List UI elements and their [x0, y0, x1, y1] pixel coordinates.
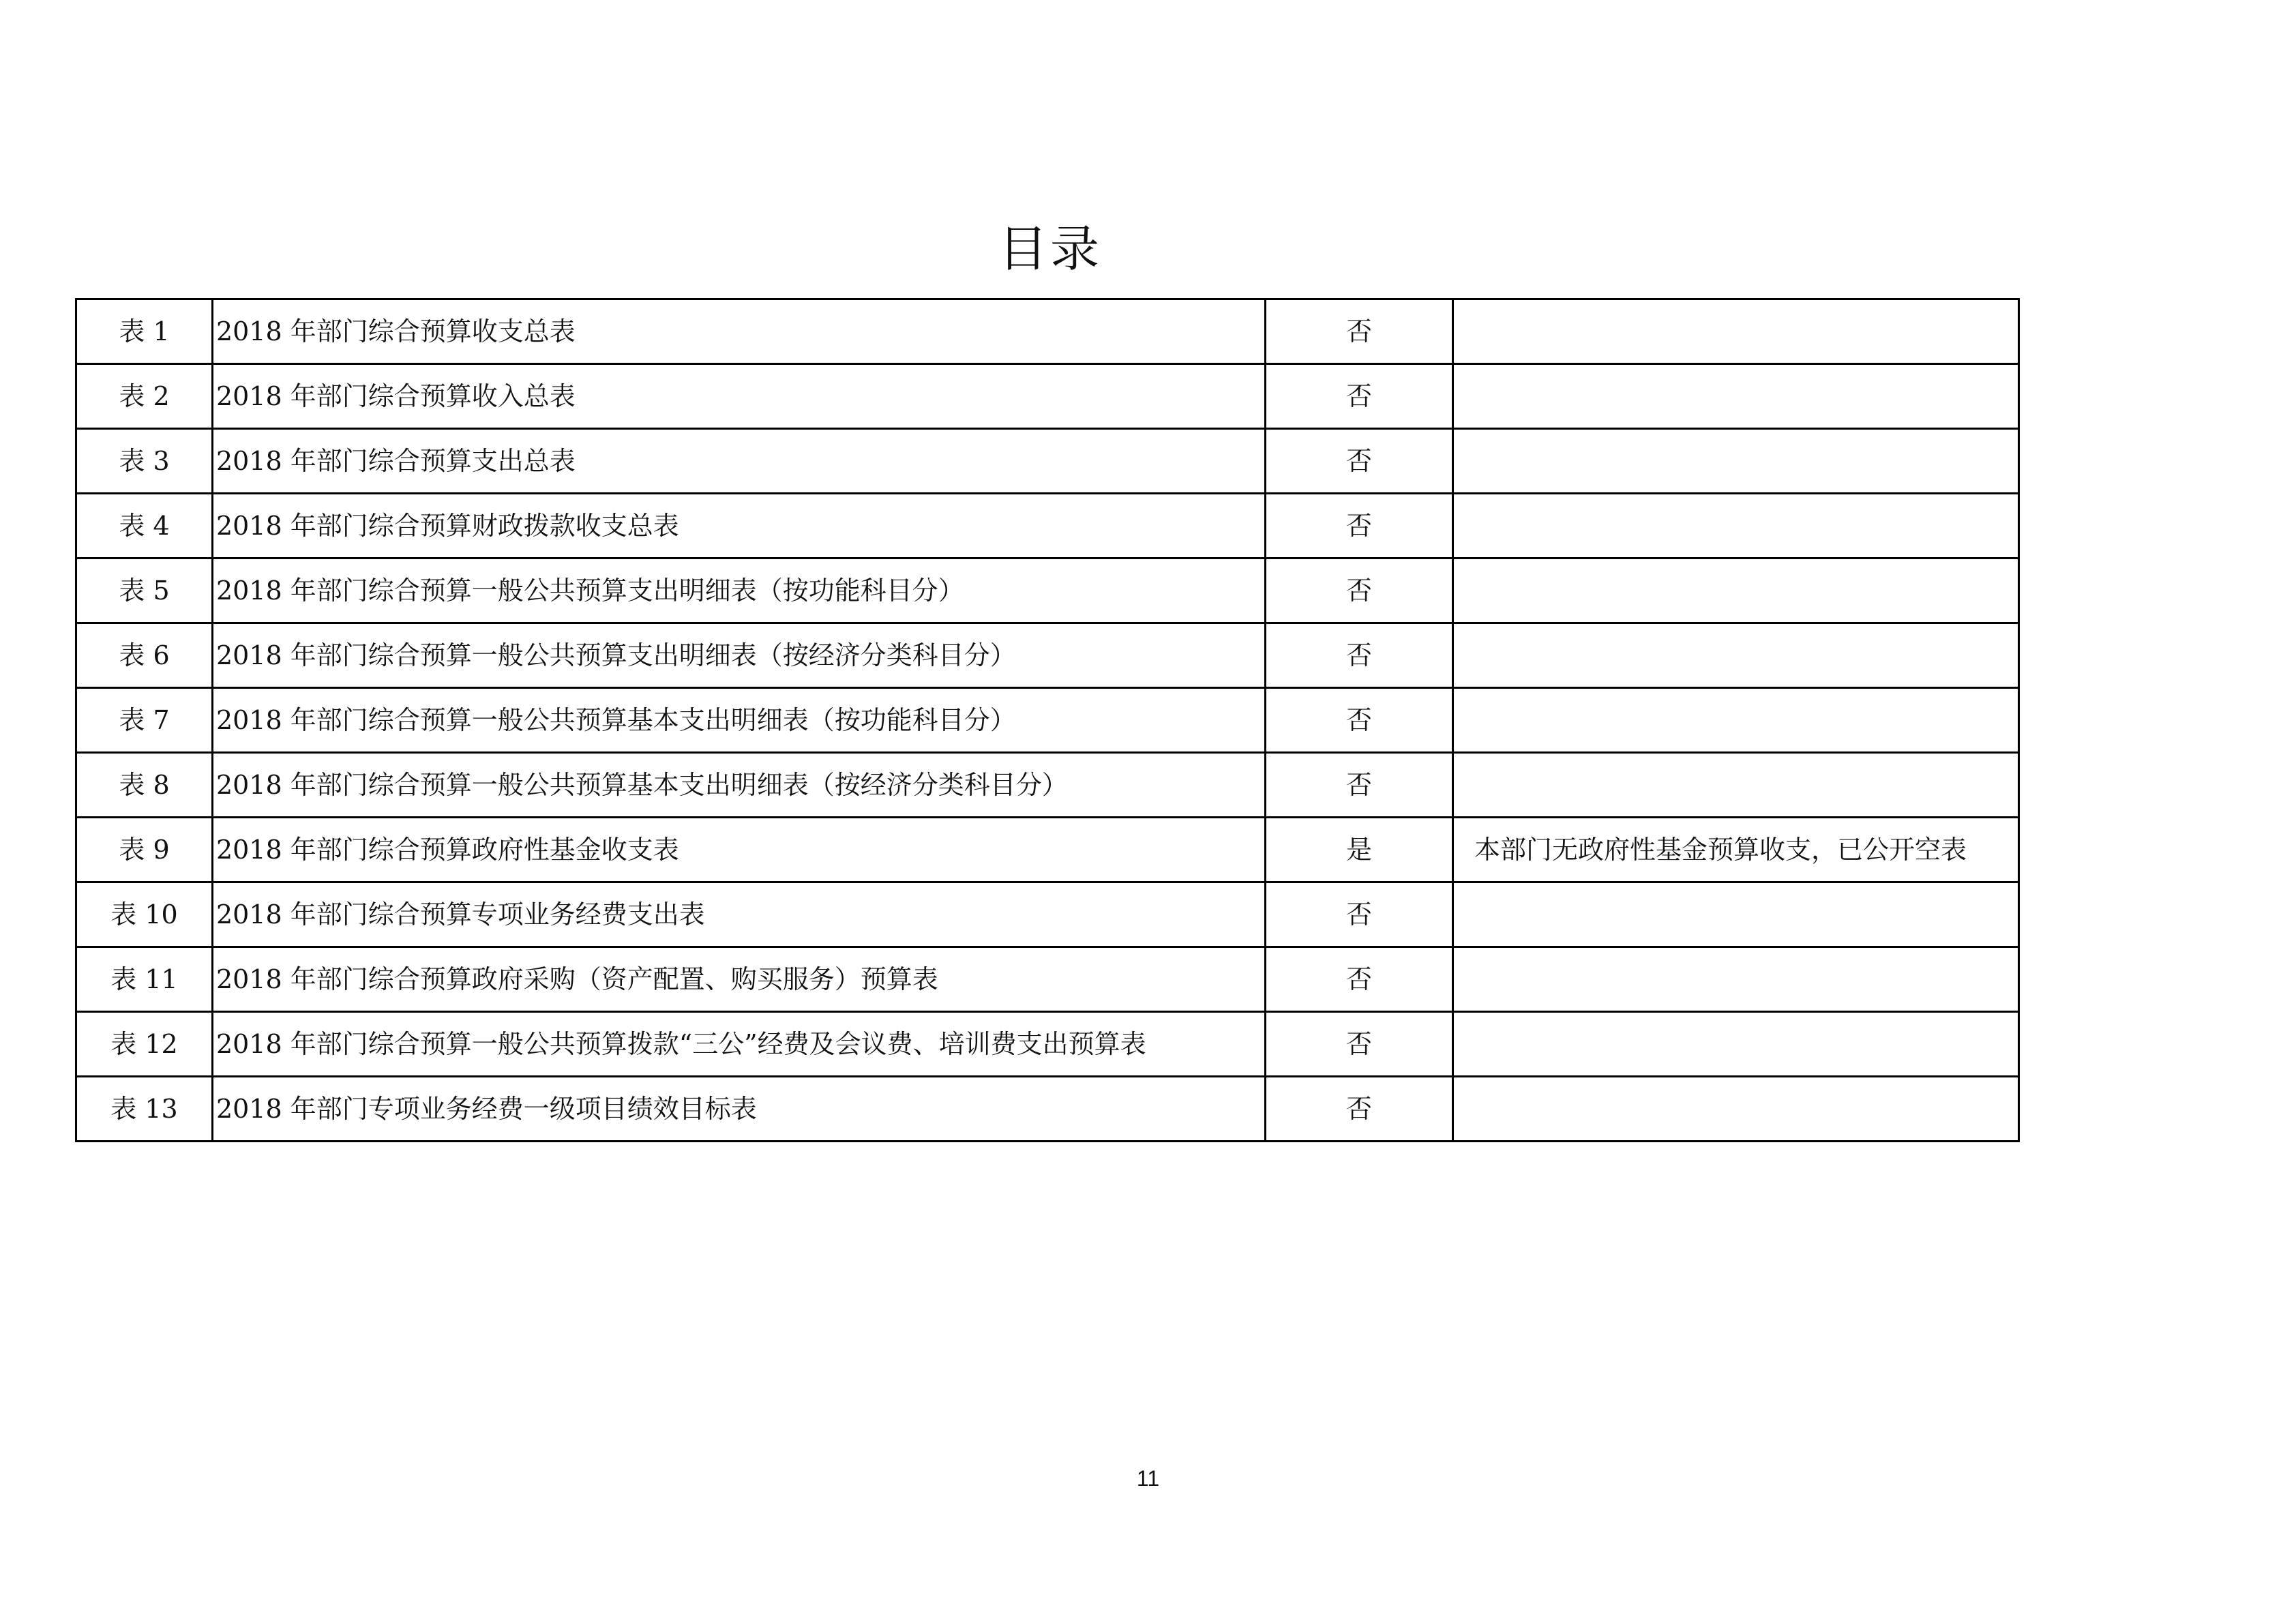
empty-table-flag: 否	[1266, 429, 1453, 494]
page-title: 目录	[998, 220, 1102, 278]
note	[1453, 882, 2019, 947]
table-row	[76, 753, 2019, 818]
table-name: 2018 年部门综合预算专项业务经费支出表	[213, 882, 1266, 947]
table-name: 2018 年部门综合预算政府采购（资产配置、购买服务）预算表	[213, 947, 1266, 1012]
toc-table	[75, 298, 2020, 1142]
table-number: 表 2	[76, 364, 213, 429]
table-name: 2018 年部门综合预算政府性基金收支表	[213, 818, 1266, 882]
note	[1453, 947, 2019, 1012]
empty-table-flag: 否	[1266, 753, 1453, 818]
table-number: 表 11	[76, 947, 213, 1012]
table-number: 表 7	[76, 688, 213, 753]
table-number: 表 13	[76, 1077, 213, 1142]
empty-table-flag: 否	[1266, 1077, 1453, 1142]
table-number: 表 3	[76, 429, 213, 494]
empty-table-flag: 否	[1266, 688, 1453, 753]
table-name: 2018 年部门综合预算一般公共预算基本支出明细表（按经济分类科目分）	[213, 753, 1266, 818]
table-number: 表 10	[76, 882, 213, 947]
empty-table-flag: 否	[1266, 494, 1453, 559]
table-name: 2018 年部门综合预算一般公共预算拨款“三公”经费及会议费、培训费支出预算表	[213, 1012, 1266, 1077]
table-number: 表 1	[76, 299, 213, 364]
table-name: 2018 年部门综合预算支出总表	[213, 429, 1266, 494]
table-row	[76, 494, 2019, 559]
empty-table-flag: 否	[1266, 882, 1453, 947]
table-row	[76, 1012, 2019, 1077]
table-number: 表 4	[76, 494, 213, 559]
table-number: 表 8	[76, 753, 213, 818]
table-name: 2018 年部门综合预算财政拨款收支总表	[213, 494, 1266, 559]
note	[1453, 299, 2019, 364]
empty-table-flag: 否	[1266, 1012, 1453, 1077]
note	[1453, 429, 2019, 494]
note	[1453, 623, 2019, 688]
table-row	[76, 1077, 2019, 1142]
table-name: 2018 年部门综合预算一般公共预算基本支出明细表（按功能科目分）	[213, 688, 1266, 753]
note	[1453, 688, 2019, 753]
table-name: 2018 年部门综合预算一般公共预算支出明细表（按功能科目分）	[213, 559, 1266, 623]
table-number: 表 12	[76, 1012, 213, 1077]
table-row	[76, 623, 2019, 688]
table-name: 2018 年部门综合预算一般公共预算支出明细表（按经济分类科目分）	[213, 623, 1266, 688]
table-row	[76, 299, 2019, 364]
empty-table-flag: 否	[1266, 299, 1453, 364]
note	[1453, 1012, 2019, 1077]
note: 本部门无政府性基金预算收支，已公开空表	[1453, 818, 2019, 882]
empty-table-flag: 否	[1266, 947, 1453, 1012]
note	[1453, 753, 2019, 818]
table-row	[76, 818, 2019, 882]
table-row	[76, 947, 2019, 1012]
note	[1453, 364, 2019, 429]
note	[1453, 1077, 2019, 1142]
empty-table-flag: 否	[1266, 559, 1453, 623]
table-number: 表 9	[76, 818, 213, 882]
table-name: 2018 年部门综合预算收支总表	[213, 299, 1266, 364]
table-row	[76, 364, 2019, 429]
empty-table-flag: 是	[1266, 818, 1453, 882]
table-row	[76, 688, 2019, 753]
page-number: 11	[1136, 1466, 1160, 1491]
note	[1453, 494, 2019, 559]
table-row	[76, 559, 2019, 623]
empty-table-flag: 否	[1266, 364, 1453, 429]
note	[1453, 559, 2019, 623]
table-row	[76, 429, 2019, 494]
table-name: 2018 年部门专项业务经费一级项目绩效目标表	[213, 1077, 1266, 1142]
table-number: 表 6	[76, 623, 213, 688]
empty-table-flag: 否	[1266, 623, 1453, 688]
table-name: 2018 年部门综合预算收入总表	[213, 364, 1266, 429]
table-row	[76, 882, 2019, 947]
table-number: 表 5	[76, 559, 213, 623]
